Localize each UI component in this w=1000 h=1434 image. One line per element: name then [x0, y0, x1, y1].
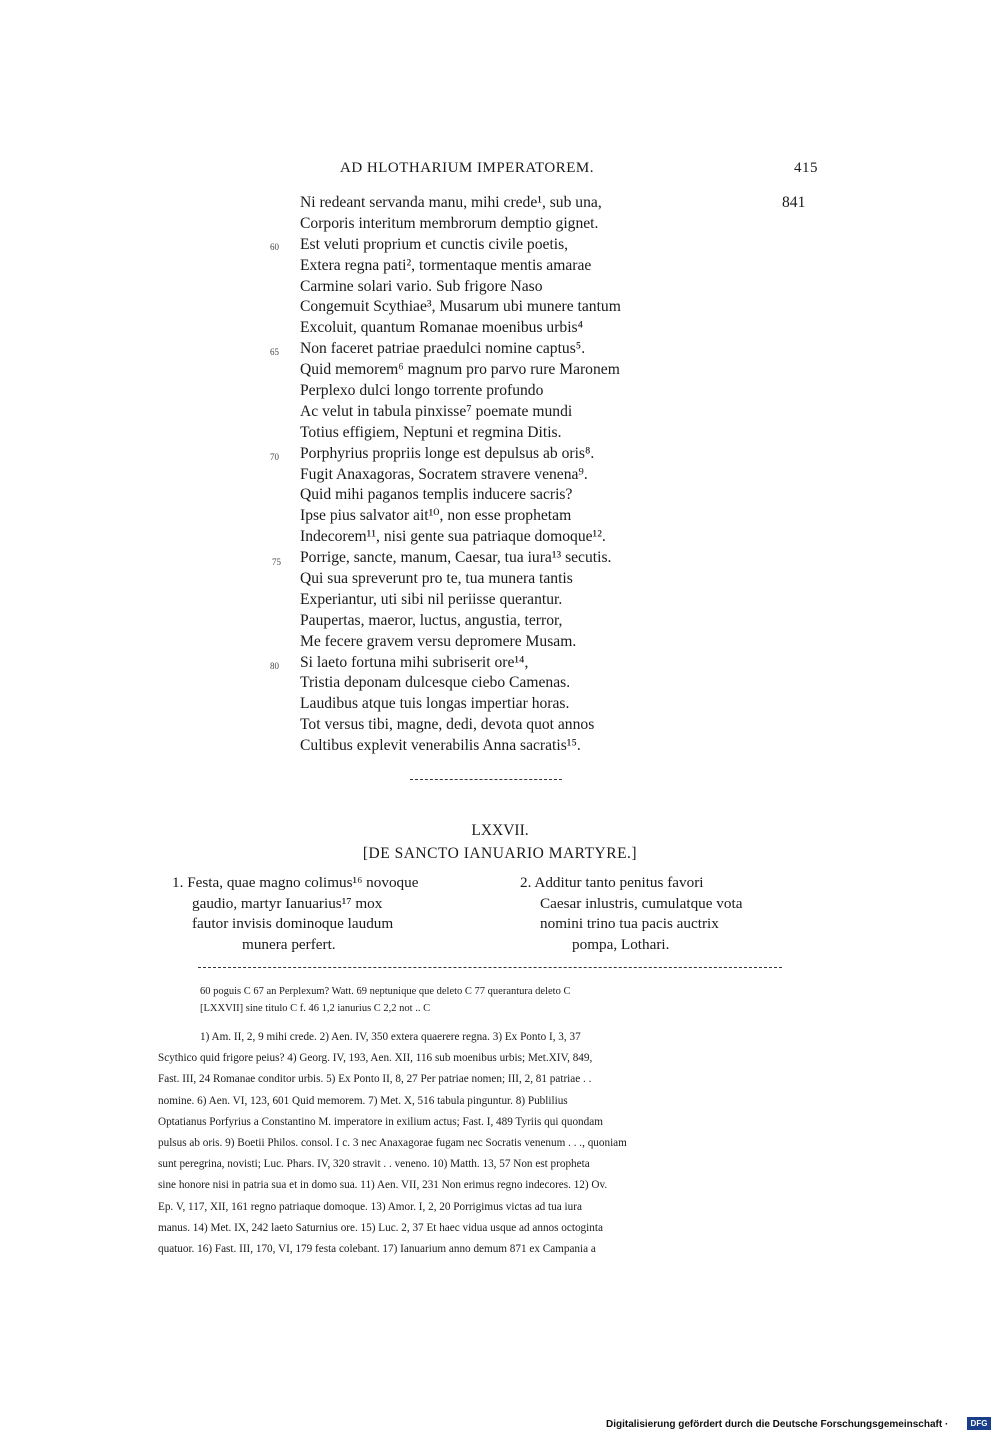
poem-line: Corporis interitum membrorum demptio gignet.	[300, 214, 599, 232]
poem-line: Tot versus tibi, magne, dedi, devota quot annos	[300, 716, 595, 734]
stanza-line: 1. Festa, quae magno colimus¹⁶ novoque	[172, 874, 419, 891]
margin-line-number: 65	[270, 347, 279, 357]
apparatus-line: 60 poguis C 67 an Perplexum? Watt. 69 neptunique que deleto C 77 querantura deleto C	[200, 986, 571, 997]
poem-line: Non faceret patriae praedulci nomine captus⁵.	[300, 340, 586, 358]
footnote-line: quatuor. 16) Fast. III, 170, VI, 179 festa colebant. 17) Ianuarium anno demum 871 ex Campania a	[158, 1243, 596, 1256]
apparatus-line: [LXXVII] sine titulo C f. 46 1,2 ianurius C 2,2 not .. C	[200, 1003, 431, 1014]
poem-line: Experiantur, uti sibi nil periisse querantur.	[300, 590, 563, 608]
footnote-line: nomine. 6) Aen. VI, 123, 601 Quid memorem. 7) Met. X, 516 tabula pinguntur. 8) Publilius	[158, 1094, 568, 1107]
poem-line: Extera regna pati², tormentaque mentis amarae	[300, 256, 592, 274]
poem-line: Me fecere gravem versu depromere Musam.	[300, 632, 577, 650]
footnotes	[158, 1027, 834, 1260]
stanza-line: gaudio, martyr Ianuarius¹⁷ mox	[192, 894, 383, 912]
footnote-line: Optatianus Porfyrius a Constantino M. imperatore in exilium actus; Fast. I, 489 Tyriis qui quondam	[158, 1115, 603, 1128]
poem-line: Carmine solari vario. Sub frigore Naso	[300, 277, 543, 295]
stanza-1	[172, 873, 418, 955]
stanza-line: pompa, Lothari.	[572, 935, 670, 953]
footnote-line: Ep. V, 117, XII, 161 regno patriaque domoque. 13) Amor. I, 2, 20 Porrigimus victas ad tua iura	[158, 1200, 582, 1213]
poem-line: Totius effigiem, Neptuni et regmina Ditis.	[300, 423, 562, 441]
poem-line: Paupertas, maeror, luctus, angustia, terror,	[300, 611, 563, 629]
poem-text	[300, 193, 621, 757]
dfg-credit: Digitalisierung gefördert durch die Deutsche Forschungsgemeinschaft ·	[606, 1419, 949, 1430]
poem-line: Cultibus explevit venerabilis Anna sacratis¹⁵.	[300, 737, 581, 755]
footnote-line: sine honore nisi in patria sua et in domo sua. 11) Aen. VII, 231 Non erimus regno indecores. 12) Ov.	[158, 1179, 608, 1192]
stanza-line: nomini trino tua pacis auctrix	[540, 915, 719, 932]
stanza-line: Caesar inlustris, cumulatque vota	[540, 894, 743, 912]
poem-line: Est veluti proprium et cunctis civile poetis,	[300, 235, 569, 253]
footnote-line: manus. 14) Met. IX, 242 laeto Saturnius ore. 15) Luc. 2, 37 Et haec vidua usque ad annos octoginta	[158, 1221, 603, 1234]
apparatus-rule	[198, 967, 782, 968]
section-number: LXXVII.	[471, 822, 529, 839]
poem-line: Ac velut in tabula pinxisse⁷ poemate mundi	[300, 402, 573, 420]
margin-line-number: 60	[270, 242, 279, 252]
margin-line-number: 75	[272, 557, 281, 567]
poem-line: Si laeto fortuna mihi subriserit ore¹⁴,	[300, 653, 529, 671]
footnote-line: Scythico quid frigore peius? 4) Georg. IV, 193, Aen. XII, 116 sub moenibus urbis; Met.XIV, 849,	[158, 1052, 593, 1065]
poem-line: Porphyrius propriis longe est depulsus ab oris⁸.	[300, 444, 595, 462]
poem-line: Excoluit, quantum Romanae moenibus urbis⁴	[300, 319, 584, 337]
poem-line: Ni redeant servanda manu, mihi crede¹, sub una,	[300, 194, 602, 211]
page-number: 415	[794, 160, 818, 176]
stanza-line: fautor invisis dominoque laudum	[192, 915, 394, 932]
footnote-line: 1) Am. II, 2, 9 mihi crede. 2) Aen. IV, 350 extera quaerere regna. 3) Ex Ponto I, 3, 37	[200, 1031, 581, 1043]
poem-line: Perplexo dulci longo torrente profundo	[300, 382, 544, 400]
footnote-line: pulsus ab oris. 9) Boetii Philos. consol. I c. 3 nec Anaxagorae fugam nec Socratis venenum . . ., quoniam	[158, 1137, 627, 1150]
section-title: [DE SANCTO IANUARIO MARTYRE.]	[362, 845, 638, 862]
stanza-line: 2. Additur tanto penitus favori	[520, 874, 704, 891]
margin-line-number: 80	[270, 661, 279, 671]
poem-line: Porrige, sancte, manum, Caesar, tua iura¹³ secutis.	[300, 549, 612, 567]
poem-line: Quid memorem⁶ magnum pro parvo rure Maronem	[300, 361, 620, 379]
section-divider	[410, 779, 562, 780]
stanza-2	[520, 873, 742, 955]
poem-line: Laudibus atque tuis longas impertiar horas.	[300, 695, 570, 713]
footnote-line: sunt peregrina, novisti; Luc. Phars. IV, 320 stravit . . veneno. 10) Matth. 13, 57 Non est propheta	[158, 1158, 590, 1171]
poem-line: Quid mihi paganos templis inducere sacris?	[300, 486, 573, 504]
stanza-line: munera perfert.	[242, 935, 336, 953]
poem-line: Congemuit Scythiae³, Musarum ubi munere tantum	[300, 298, 621, 316]
poem-line: Tristia deponam dulcesque ciebo Camenas.	[300, 674, 571, 692]
poem-line: Fugit Anaxagoras, Socratem stravere venena⁹.	[300, 465, 588, 483]
poem-line: Indecorem¹¹, nisi gente sua patriaque domoque¹².	[300, 528, 606, 546]
poem-line: Ipse pius salvator ait¹⁰, non esse prophetam	[300, 507, 572, 525]
footnote-line: Fast. III, 24 Romanae conditor urbis. 5) Ex Ponto II, 8, 27 Per patriae nomen; III, 2, 81 patriae . .	[158, 1073, 592, 1086]
right-line-number: 841	[782, 194, 806, 211]
margin-line-number: 70	[270, 452, 279, 462]
running-title: AD HLOTHARIUM IMPERATOREM.	[340, 160, 594, 176]
poem-line: Qui sua spreverunt pro te, tua munera tantis	[300, 570, 573, 588]
critical-apparatus	[200, 983, 570, 1017]
dfg-logo: DFG	[967, 1417, 991, 1430]
